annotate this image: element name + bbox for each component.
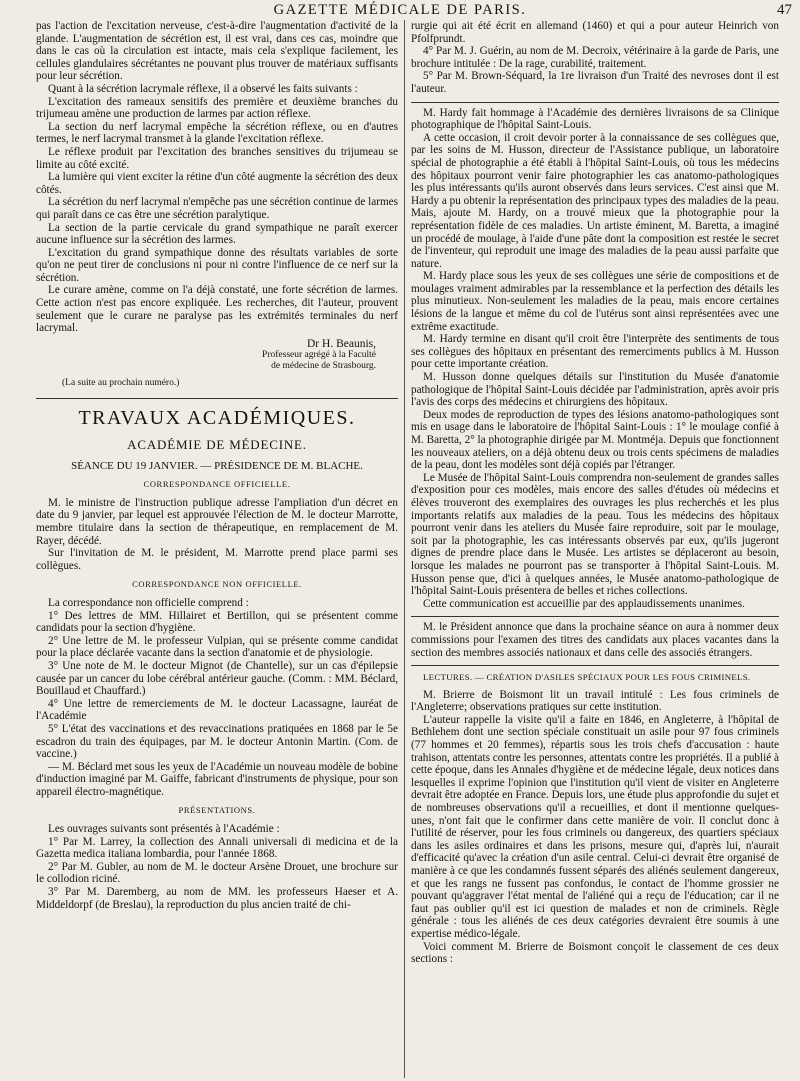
paragraph: M. le Président annonce que dans la prochaine séance on aura à nommer deux commissions pour l'examen des titres des candidats aux places vacantes dans la section des membres associés nationaux et dans celle des associés étrangers. (411, 621, 779, 659)
author-title: Professeur agrégé à la Faculté (262, 350, 376, 361)
page-number: 47 (777, 2, 792, 18)
left-column (36, 20, 398, 911)
subheading-presentations: PRÉSENTATIONS. (178, 805, 256, 816)
seance-heading: SÉANCE DU 19 JANVIER. — PRÉSIDENCE DE M. BLACHE. (71, 459, 363, 472)
paragraph: M. Brierre de Boismont lit un travail intitulé : Les fous criminels de l'Angleterre; observations pratiques sur cette institution. (411, 688, 779, 714)
paragraph: 4° Une lettre de remerciements de M. le docteur Lacassagne, lauréat de l'Académie (36, 697, 398, 723)
paragraph: Le réflexe produit par l'excitation des branches sensitives du trijumeau se limite au côté excité. (36, 145, 398, 171)
paragraph: M. Hardy termine en disant qu'il croit être l'interprète des sentiments de tous ses collègues des hôpitaux en présentant des remerciments publics à M. Husson pour cette importante création. (411, 333, 779, 371)
paragraph: L'auteur rappelle la visite qu'il a faite en 1846, en Angleterre, à l'hôpital de Bethlehem dont une section spéciale constituait un asile pour 97 fous criminels (77 hommes et 20 femmes), répartis sous les trois chefs d'accusation : haute trahison, attentats contre les personnes, attentats contre les propriétés. Il a publié à cette époque, dans les Annales d'hygiène et de médecine légale, deux notices dans lesquelles il exprime l'opinion que l'institution qu'il vient de visiter en Angleterre devrait être adoptée en France. Depuis lors, une étude plus approfondie du sujet et de nombreuses observations qu'il a recueillies, et dont il mentionne quelques-unes, n'ont fait que le confirmer dans cette manière de voir. Il conclut donc à l'utilité de réserver, pour les fous criminels ou dangereux, des quartiers spéciaux dans les asiles ordinaires et dans les prisons, mesure qui, d'après lui, n'aurait d'efficacité qu'avec la création d'un asile central. Celui-ci devrait être organisé de manière à ce que les condamnés fussent séparés des aliénés seulement dangereux, et que les rangs ne fussent pas confondus, le contact de l'homme grossier ne pouvant qu'aggraver l'état mental de l'aliéné qui a reçu de l'éducation; car il ne faut pas oublier qu'il est ici question de malades et non de criminels. Règle générale : tous les aliénés de ces deux catégories devraient être soumis à une expertise médico-légale. (411, 713, 779, 940)
paragraph: La sécrétion du nerf lacrymal n'empêche pas une sécrétion continue de larmes qui paraît dans ce cas être une sécrétion paralytique. (36, 196, 398, 221)
paragraph: La section du nerf lacrymal empêche la sécrétion réflexe, ou en d'autres termes, le nerf lacrymal transmet à la glande l'excitation réflexe. (36, 120, 398, 146)
paragraph: M. Hardy place sous les yeux de ses collègues une série de compositions et de moulages vraiment admirables par la ressemblance et la perfection des détails les plus minutieux. Non-seulement les maladies de la peau, mais encore certaines lésions de la langue et même du col de l'utérus sont ainsi représentées avec une extrême exactitude. (411, 270, 779, 333)
author-signature (36, 338, 376, 373)
paragraph: 4° Par M. J. Guérin, au nom de M. Decroix, vétérinaire à la garde de Paris, une brochure intitulée : De la rage, curabilité, traitement. (411, 45, 779, 70)
subheading-correspondance-officielle: CORRESPONDANCE OFFICIELLE. (143, 479, 291, 490)
paragraph: pas l'action de l'excitation nerveuse, c'est-à-dire l'augmentation d'activité de la glande. L'augmentation de sécrétion est, il est vrai, dans ces cas, moindre que dans le cas où la circulation est intacte, mais cela s'explique facilement, les cellules glandulaires sécrétantes ne pouvant plus trouver de matériaux suffisants pour leur sécrétion. (36, 20, 398, 83)
academie-heading: ACADÉMIE DE MÉDECINE. (127, 437, 307, 453)
subheading-correspondance-non-officielle: CORRESPONDANCE NON OFFICIELLE. (132, 579, 302, 590)
paragraph: L'excitation des rameaux sensitifs des première et deuxième branches du trijumeau amène une production de larmes par action réflexe. (36, 95, 398, 121)
paragraph: La correspondance non officielle comprend : (48, 596, 249, 609)
right-column (411, 20, 779, 966)
paragraph: Les ouvrages suivants sont présentés à l'Académie : (48, 823, 280, 836)
paragraph: rurgie qui ait été écrit en allemand (1460) et qui a pour auteur Heinrich von Pfolfprundt. (411, 20, 779, 45)
paragraph: 3° Une note de M. le docteur Mignot (de Chantelle), sur un cas d'épilepsie causée par un cancer du lobe cérébral antérieur gauche. (Comm. : MM. Béclard, Bouillaud et Chauffard.) (36, 659, 398, 698)
running-title: GAZETTE MÉDICALE DE PARIS. (273, 2, 527, 18)
paragraph: M. Hardy fait hommage à l'Académie des dernières livraisons de sa Clinique photographique de l'hôpital Saint-Louis. (411, 106, 779, 132)
paragraph: 2° Une lettre de M. le professeur Vulpian, qui se présente comme candidat pour la place déclarée vacante dans la section d'anatomie et de physiologie. (36, 634, 398, 660)
paragraph: — M. Béclard met sous les yeux de l'Académie un nouveau modèle de bobine d'induction imaginé par M. Gaiffe, fabricant d'instruments de physique, pour son appareil électro-magnétique. (36, 760, 398, 798)
paragraph: Le curare amène, comme on l'a déjà constaté, une forte sécrétion de larmes. Cette action n'est pas encore expliquée. Les recherches, dit l'auteur, prouvent seulement que le curare ne paralyse pas les extrémités terminales du nerf lacrymal. (36, 284, 398, 335)
section-title: TRAVAUX ACADÉMIQUES. (78, 407, 356, 430)
paragraph: Sur l'invitation de M. le président, M. Marrotte prend place parmi ses collègues. (36, 547, 398, 572)
paragraph: 1° Des lettres de MM. Hillairet et Bertillon, qui se présentent comme candidats pour la section d'hygiène. (36, 609, 398, 635)
paragraph: La section de la partie cervicale du grand sympathique ne paraît exercer aucune influence sur la sécrétion des larmes. (36, 221, 398, 247)
paragraph: 5° L'état des vaccinations et des revaccinations pratiquées en 1868 par le 5e escadron du train des équipages, par M. le docteur Antonin Martin. (Com. de vaccine.) (36, 722, 398, 761)
paragraph: M. le ministre de l'instruction publique adresse l'ampliation d'un décret en date du 9 janvier, par lequel est approuvée l'élection de M. le docteur Marrotte, membre titulaire dans la section de thérapeutique, en remplacement de M. Rayer, décédé. (36, 496, 398, 547)
continued-note: (La suite au prochain numéro.) (62, 378, 180, 389)
paragraph: A cette occasion, il croit devoir porter à la connaissance de ses collègues que, par les soins de M. Husson, directeur de l'Assistance publique, un laboratoire spécial de photographie a été établi à l'hôpital Saint-Louis, où tous les médecins des hôpitaux pourront venir faire photographier les cas anatomo-pathologiques les plus intéressants qu'ils auront observés dans leurs services. C'est ainsi que M. Hardy a pu obtenir la représentation des principaux types des maladies de la peau. Mais, ajoute M. Hardy, on a trouvé mieux que la photographie pour la représentation fidèle de ces maladies. Un artiste éminent, M. Baretta, a imaginé un procédé de moulage, à l'aide d'une pâte dont la composition est restée le secret de l'inventeur, qui reproduit une image des maladies de la peau aussi parfaite que nature. (411, 131, 779, 270)
paragraph: Deux modes de reproduction de types des lésions anatomo-pathologiques sont mis en usage dans le laboratoire de l'hôpital Saint-Louis : 1° le moulage confié à M. Baretta, 2° la photographie dirigée par M. Montméja. Depuis que fonctionnent les nouveaux ateliers, on a déjà obtenu deux ou trois cents spécimens de maladies de la peau, dont les modèles sont déjà copiés par l'étranger. (411, 408, 779, 472)
separator-rule (411, 102, 779, 103)
paragraph: 3° Par M. Daremberg, au nom de MM. les professeurs Haeser et A. Middeldorpf (de Breslau), la reproduction du plus ancien traité de chi- (36, 886, 398, 911)
column-divider (404, 20, 405, 1078)
paragraph: 5° Par M. Brown-Séquard, la 1re livraison d'un Traité des nevroses dont il est l'auteur. (411, 70, 779, 95)
section-rule (36, 398, 398, 399)
paragraph: Le Musée de l'hôpital Saint-Louis comprendra non-seulement de grandes salles d'exposition pour ces modèles, mais encore des salles d'études où médecins et élèves trouveront des exemplaires des ouvrages les plus recherchés et les plus importants relatifs aux maladies de la peau. Tous les médecins des hôpitaux pourront venir dans les ateliers du Musée faire reproduire, soit par le moulage, soit par la photographie, les cas intéressants observés par eux, qu'ils jugeront dignes de prendre place dans le Musée. Les artistes se déplaceront au besoin, lorsque les malades ne pourront pas se transporter à l'hôpital Saint-Louis. M. Husson pense que, d'ici à quelques années, le Musée anatomo-pathologique de l'hôpital Saint-Louis présentera de belles et riches collections. (411, 471, 779, 598)
paragraph: La lumière qui vient exciter la rétine d'un côté augmente la sécrétion des deux côtés. (36, 171, 398, 196)
author-name: Dr H. Beaunis, (307, 337, 376, 350)
paragraph: 1° Par M. Larrey, la collection des Annali universali di medicina et de la Gazetta medica italiana lombardia, pour l'année 1868. (36, 835, 398, 861)
paragraph: Quant à la sécrétion lacrymale réflexe, il a observé les faits suivants : (48, 82, 358, 95)
lectures-heading: LECTURES. — CRÉATION D'ASILES SPÉCIAUX POUR LES FOUS CRIMINELS. (423, 672, 751, 683)
paragraph: Cette communication est accueillie par des applaudissements unanimes. (423, 597, 745, 610)
separator-rule (411, 665, 779, 666)
author-affiliation: de médecine de Strasbourg. (271, 361, 376, 372)
paragraph: M. Husson donne quelques détails sur l'institution du Musée d'anatomie pathologique de l'hôpital Saint-Louis décidée par l'administration, après avoir pris l'avis des corps des médecins et chirurgiens des hôpitaux. (411, 371, 779, 409)
paragraph: Voici comment M. Brierre de Boismont conçoit le classement de ces deux sections : (411, 940, 779, 966)
separator-rule (411, 616, 779, 617)
paragraph: 2° Par M. Gubler, au nom de M. le docteur Arsène Drouet, une brochure sur le collodion riciné. (36, 860, 398, 886)
paragraph: L'excitation du grand sympathique donne des résultats variables de sorte qu'on ne peut tirer de conclusions ni pour ni contre l'influence de ce nerf sur la sécrétion. (36, 246, 398, 284)
